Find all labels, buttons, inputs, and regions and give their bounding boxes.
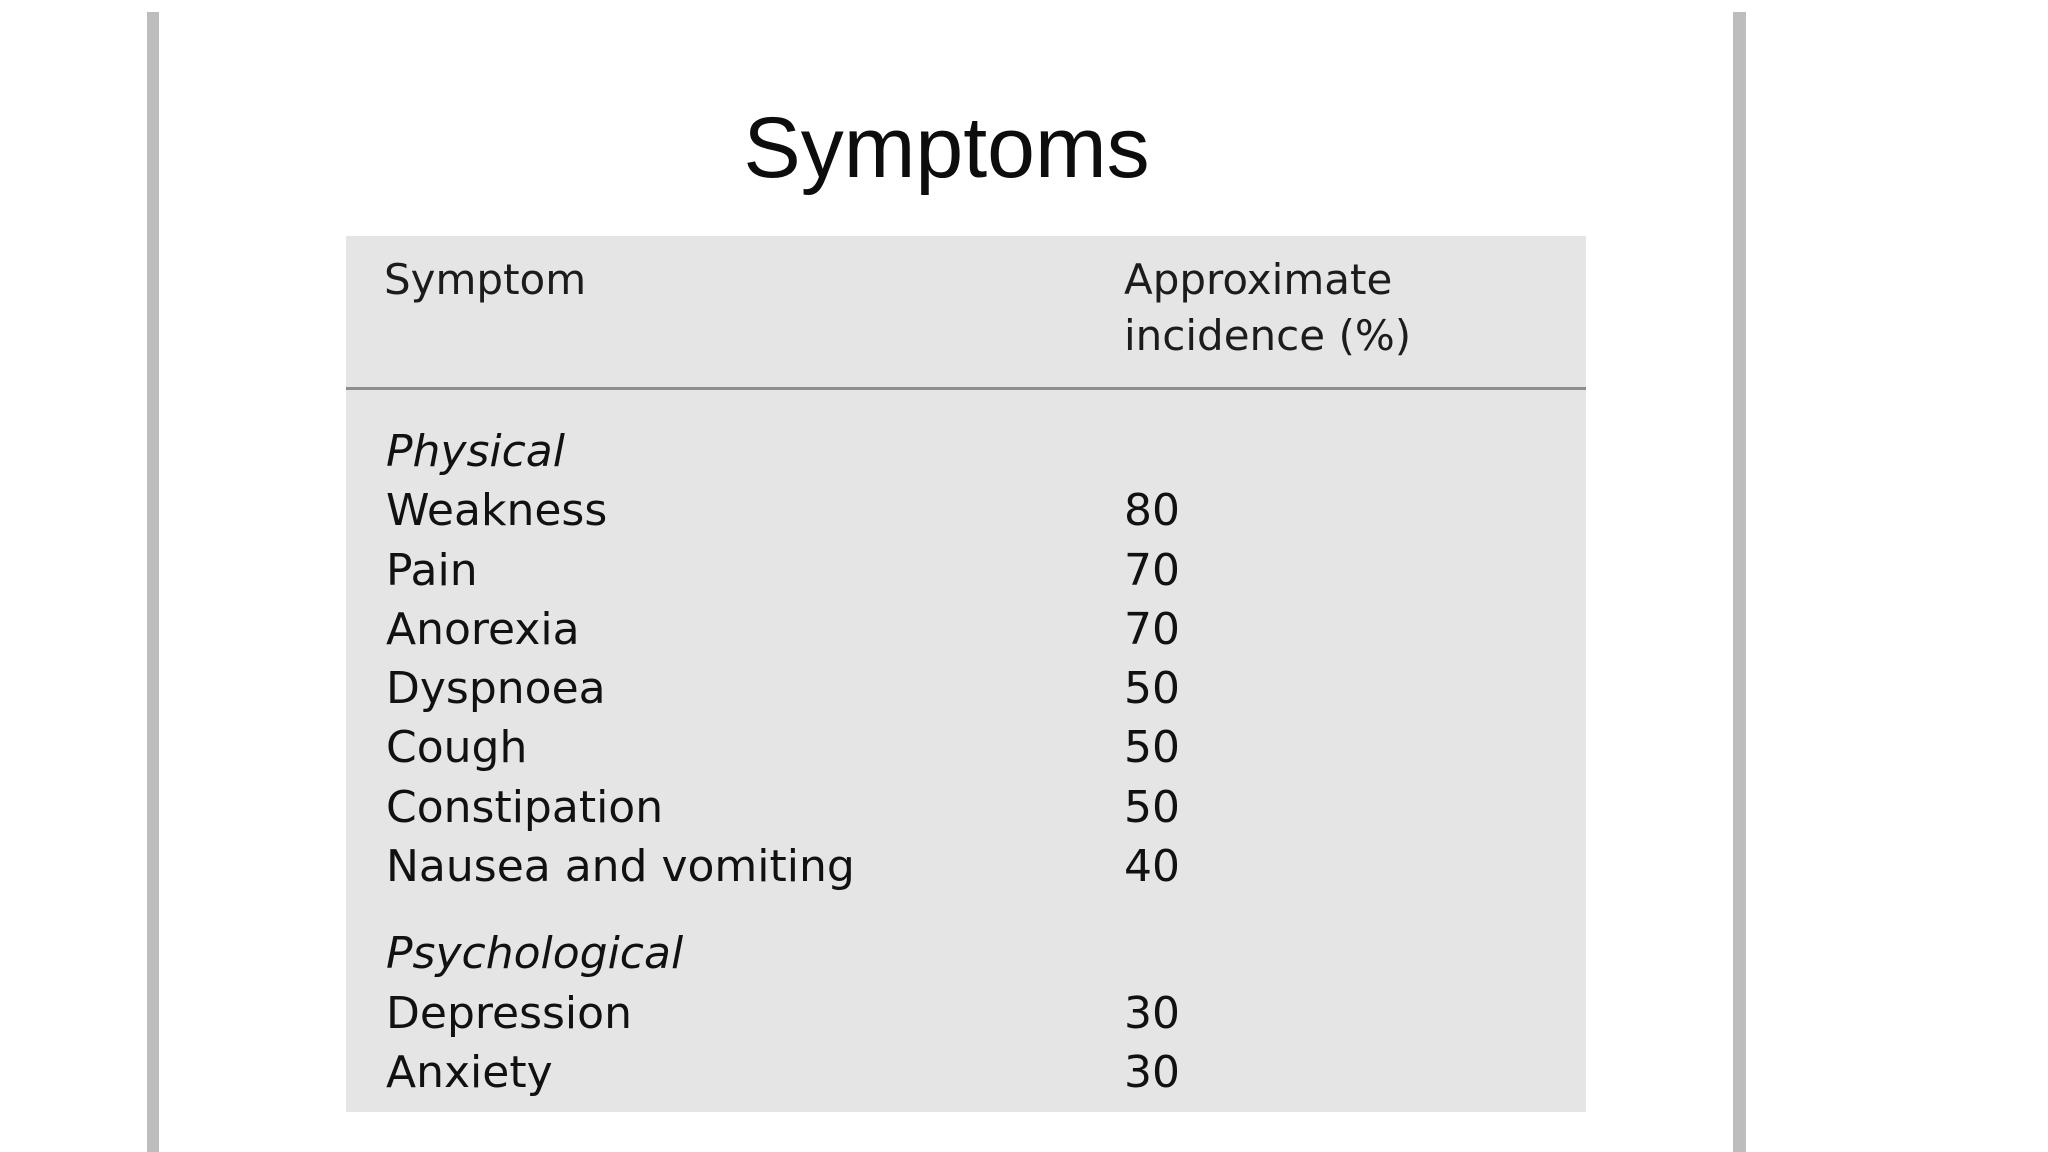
table-row: [346, 837, 1586, 896]
symptom-cell: Cough: [386, 722, 528, 774]
symptom-cell: Anorexia: [386, 603, 580, 655]
symptom-cell: Constipation: [386, 781, 664, 833]
header-incidence-line2: incidence (%): [1124, 311, 1412, 360]
table-row: [346, 600, 1586, 659]
incidence-cell: 30: [1124, 987, 1180, 1039]
table-row: [346, 778, 1586, 837]
symptom-cell: Nausea and vomiting: [386, 841, 855, 893]
incidence-cell: 70: [1124, 603, 1180, 655]
table-row: [346, 718, 1586, 777]
symptom-cell: Anxiety: [386, 1046, 553, 1098]
incidence-cell: 50: [1124, 663, 1180, 715]
incidence-cell: 70: [1124, 544, 1180, 596]
table-row: [346, 1043, 1586, 1102]
incidence-cell: 40: [1124, 841, 1180, 893]
symptom-cell: Pain: [386, 544, 478, 596]
symptom-cell: Dyspnoea: [386, 663, 606, 715]
incidence-cell: 50: [1124, 781, 1180, 833]
header-symptom: Symptom: [384, 255, 587, 304]
table-row: [346, 481, 1586, 540]
group-label: Physical: [386, 426, 565, 477]
incidence-cell: 30: [1124, 1046, 1180, 1098]
table-row: [346, 984, 1586, 1043]
table-row: [346, 659, 1586, 718]
table-row: [346, 541, 1586, 600]
symptoms-table: [346, 236, 1586, 1112]
incidence-cell: 50: [1124, 722, 1180, 774]
header-divider: [346, 387, 1586, 390]
group-header-psychological: [346, 924, 1586, 983]
slide-title: Symptoms: [743, 100, 1150, 196]
header-incidence-line1: Approximate: [1124, 255, 1393, 304]
group-label: Psychological: [386, 928, 684, 980]
symptom-cell: Weakness: [386, 485, 608, 537]
header-incidence: [1124, 252, 1411, 364]
table-body: [346, 422, 1586, 1102]
group-header-physical: [346, 422, 1586, 481]
symptom-cell: Depression: [386, 987, 632, 1039]
incidence-cell: 80: [1124, 485, 1180, 537]
